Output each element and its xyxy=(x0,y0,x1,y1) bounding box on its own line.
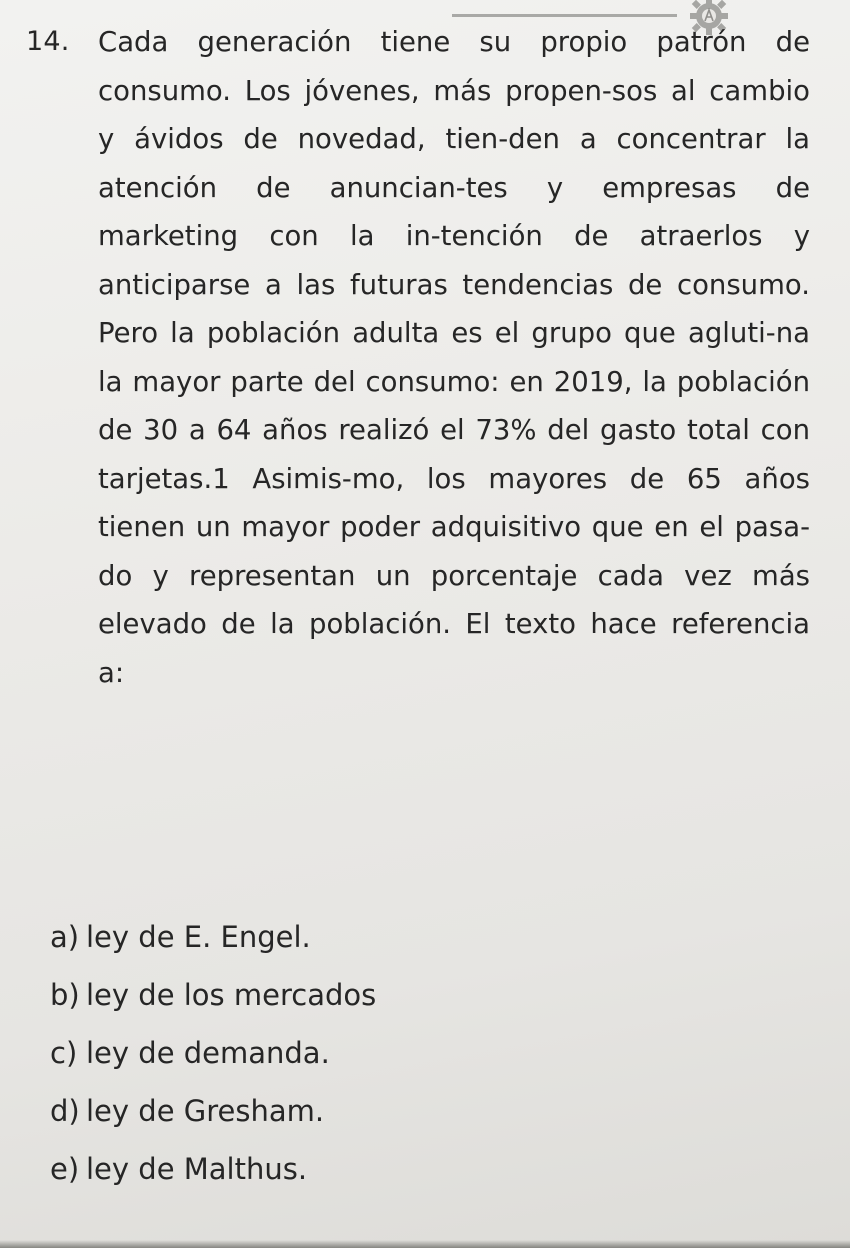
option-letter: b) xyxy=(50,978,80,1012)
option-b[interactable] xyxy=(50,966,650,1024)
option-e[interactable] xyxy=(50,1140,650,1198)
option-letter: e) xyxy=(50,1152,80,1186)
option-text: ley de los mercados xyxy=(86,978,377,1012)
option-text: ley de demanda. xyxy=(86,1036,330,1070)
option-c[interactable] xyxy=(50,1024,650,1082)
answer-options xyxy=(50,908,650,1198)
option-a[interactable] xyxy=(50,908,650,966)
page-edge-shadow xyxy=(0,1240,850,1248)
option-text: ley de E. Engel. xyxy=(86,920,311,954)
option-text: ley de Gresham. xyxy=(86,1094,325,1128)
header-rule xyxy=(452,14,677,17)
question-text: Cada generación tiene su propio patrón de consumo. Los jóvenes, más propen-sos al cambio y ávidos de novedad, tien-den a concentrar la atención de anuncian-tes y empresas de marketing con la in-tención de atraerlos y anticiparse a las futuras tendencias de consumo. Pero la población adulta es el grupo que agluti-na la mayor parte del consumo: en 2019, la población de 30 a 64 años realizó el 73% del gasto total con tarjetas.1 Asimis-mo, los mayores de 65 años tienen un mayor poder adquisitivo que en el pasa-do y representan un porcentaje cada vez más elevado de la población. El texto hace referencia a: xyxy=(98,26,810,689)
option-d[interactable] xyxy=(50,1082,650,1140)
option-letter: a) xyxy=(50,920,80,954)
option-letter: c) xyxy=(50,1036,78,1070)
option-text: ley de Malthus. xyxy=(86,1152,308,1186)
option-letter: d) xyxy=(50,1094,80,1128)
question-number: 14. xyxy=(26,26,70,57)
